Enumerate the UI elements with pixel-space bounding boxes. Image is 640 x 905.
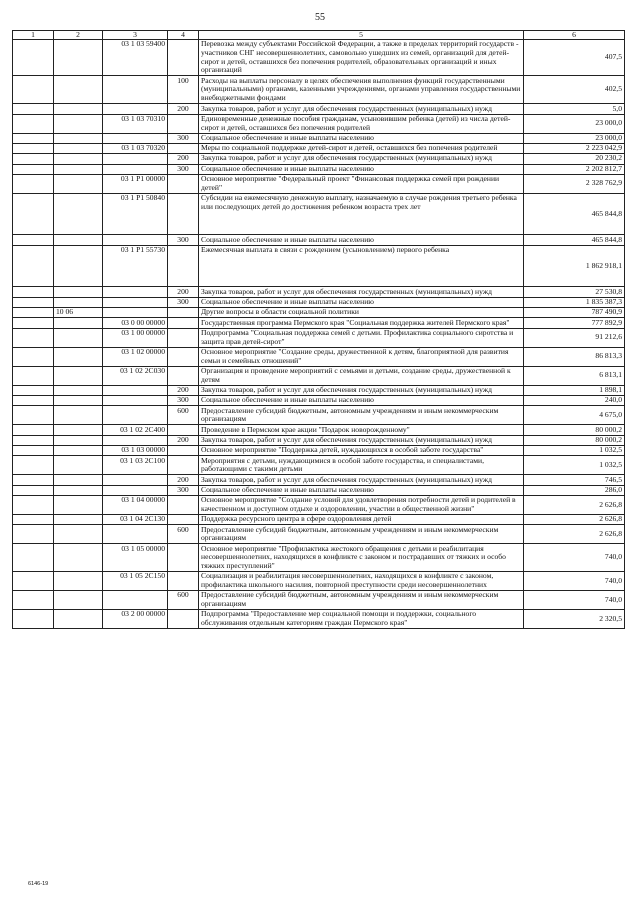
amount-cell: 2 626,8 [524,495,625,514]
subsection-cell [54,40,103,76]
section-cell [13,193,54,235]
description-cell: Предоставление субсидий бюджетным, автономным учреждениям и иным некоммерческим организациям [199,525,524,544]
amount-cell: 20 230,2 [524,154,625,164]
section-cell [13,572,54,591]
target-article-cell: 03 1 03 00000 [103,445,168,455]
amount-cell: 86 813,3 [524,347,625,366]
expense-type-cell: 100 [168,76,199,104]
description-cell: Закупка товаров, работ и услуг для обеспечения государственных (муниципальных) нужд [199,154,524,164]
amount-cell: 6 813,1 [524,366,625,385]
expense-type-cell [168,143,199,153]
expense-type-cell: 300 [168,133,199,143]
section-cell [13,525,54,544]
table-row [13,495,625,514]
table-row [13,114,625,133]
description-cell: Подпрограмма "Социальная поддержка семей с детьми. Профилактика социального сиротства и защита прав детей-сирот" [199,328,524,347]
target-article-cell [103,154,168,164]
subsection-cell [54,193,103,235]
expense-type-cell [168,174,199,193]
description-cell: Предоставление субсидий бюджетным, автономным учреждениям и иным некоммерческим организациям [199,406,524,425]
subsection-cell [54,544,103,572]
expense-type-cell [168,347,199,366]
section-cell [13,347,54,366]
subsection-cell [54,610,103,629]
description-cell: Социализация и реабилитация несовершеннолетних, находящихся в конфликте с законом, профилактика школьного насилия, повторной преступности среди несовершеннолетних [199,572,524,591]
expense-type-cell: 600 [168,591,199,610]
target-article-cell [103,164,168,174]
description-cell: Государственная программа Пермского края "Социальная поддержка жителей Пермского края" [199,318,524,328]
section-cell [13,307,54,317]
description-cell: Закупка товаров, работ и услуг для обеспечения государственных (муниципальных) нужд [199,104,524,114]
amount-cell: 23 000,0 [524,133,625,143]
expense-type-cell: 200 [168,154,199,164]
section-cell [13,235,54,245]
amount-cell: 402,5 [524,76,625,104]
expense-type-cell [168,514,199,524]
section-cell [13,114,54,133]
table-row [13,164,625,174]
subsection-cell [54,245,103,287]
page-number: 55 [315,12,325,23]
section-cell [13,40,54,76]
target-article-cell: 03 2 00 00000 [103,610,168,629]
subsection-cell [54,456,103,475]
expense-type-cell: 200 [168,475,199,485]
section-cell [13,514,54,524]
subsection-cell [54,435,103,445]
expense-type-cell: 300 [168,297,199,307]
subsection-cell [54,114,103,133]
amount-cell: 286,0 [524,485,625,495]
subsection-cell [54,495,103,514]
table-row [13,143,625,153]
amount-cell: 2 626,8 [524,514,625,524]
description-cell: Предоставление субсидий бюджетным, автономным учреждениям и иным некоммерческим организациям [199,591,524,610]
description-cell: Расходы на выплаты персоналу в целях обеспечения выполнения функций государственными (муниципальными) органами, казенными учреждениями, органами управления государственными внебюджетными фондами [199,76,524,104]
target-article-cell [103,104,168,114]
section-cell [13,245,54,287]
expense-type-cell: 300 [168,485,199,495]
column-header: 1 [13,31,54,40]
table-row [13,514,625,524]
expense-type-cell: 300 [168,396,199,406]
subsection-cell [54,396,103,406]
table-row [13,525,625,544]
amount-cell: 407,5 [524,40,625,76]
description-cell: Закупка товаров, работ и услуг для обеспечения государственных (муниципальных) нужд [199,475,524,485]
target-article-cell: 03 1 P1 50840 [103,193,168,235]
subsection-cell [54,154,103,164]
target-article-cell: 03 1 05 2C150 [103,572,168,591]
section-cell [13,154,54,164]
description-cell: Организация и проведение мероприятий с семьями и детьми, создание среды, дружественной к детям [199,366,524,385]
column-header: 5 [199,31,524,40]
section-cell [13,610,54,629]
amount-cell: 1 835 387,3 [524,297,625,307]
target-article-cell: 03 1 02 00000 [103,347,168,366]
section-cell [13,174,54,193]
expense-type-cell [168,456,199,475]
table-row [13,174,625,193]
section-cell [13,495,54,514]
subsection-cell [54,475,103,485]
subsection-cell [54,164,103,174]
expense-type-cell [168,193,199,235]
section-cell [13,287,54,297]
expense-type-cell [168,318,199,328]
description-cell: Закупка товаров, работ и услуг для обеспечения государственных (муниципальных) нужд [199,435,524,445]
table-row [13,385,625,395]
subsection-cell [54,425,103,435]
footer-code: 6146-19 [28,881,49,887]
description-cell: Социальное обеспечение и иные выплаты населению [199,235,524,245]
amount-cell: 2 202 812,7 [524,164,625,174]
description-cell: Социальное обеспечение и иные выплаты населению [199,297,524,307]
subsection-cell [54,591,103,610]
expense-type-cell [168,245,199,287]
amount-cell: 80 000,2 [524,435,625,445]
expense-type-cell [168,544,199,572]
description-cell: Перевозка между субъектами Российской Федерации, а также в пределах территорий государств - участников СНГ несовершеннолетних, самовольно ушедших из семей, организаций для детей-сирот и детей, оставшихся без попечения родителей, образовательных организаций и иных организаций [199,40,524,76]
table-row [13,485,625,495]
subsection-cell [54,287,103,297]
column-header: 6 [524,31,625,40]
amount-cell: 787 490,9 [524,307,625,317]
target-article-cell [103,76,168,104]
amount-cell: 1 898,1 [524,385,625,395]
subsection-cell [54,514,103,524]
description-cell: Закупка товаров, работ и услуг для обеспечения государственных (муниципальных) нужд [199,287,524,297]
column-header: 2 [54,31,103,40]
amount-cell: 1 032,5 [524,456,625,475]
section-cell [13,591,54,610]
target-article-cell [103,385,168,395]
amount-cell: 27 530,8 [524,287,625,297]
table-row [13,287,625,297]
section-cell [13,133,54,143]
expense-type-cell [168,328,199,347]
amount-cell: 740,0 [524,591,625,610]
table-row [13,104,625,114]
target-article-cell: 03 1 05 00000 [103,544,168,572]
table-row [13,406,625,425]
section-cell [13,76,54,104]
column-header: 4 [168,31,199,40]
description-cell: Основное мероприятие "Создание условий для удовлетворения потребности детей и родителей в качественном и доступном отдыхе и оздоровлении, участии в общественной жизни" [199,495,524,514]
table-row [13,328,625,347]
description-cell: Основное мероприятие "Федеральный проект "Финансовая поддержка семей при рождении детей" [199,174,524,193]
subsection-cell [54,235,103,245]
expense-type-cell [168,425,199,435]
description-cell: Поддержка ресурсного центра в сфере оздоровления детей [199,514,524,524]
expense-type-cell [168,114,199,133]
description-cell: Социальное обеспечение и иные выплаты населению [199,164,524,174]
table-row [13,475,625,485]
target-article-cell: 03 1 03 70320 [103,143,168,153]
amount-cell: 2 328 762,9 [524,174,625,193]
target-article-cell: 03 1 04 2C130 [103,514,168,524]
table-row [13,366,625,385]
table-row [13,347,625,366]
expense-type-cell [168,445,199,455]
amount-cell: 1 032,5 [524,445,625,455]
subsection-cell [54,366,103,385]
description-cell: Подпрограмма "Предоставление мер социальной помощи и поддержки, социального обслуживания отдельным категориям граждан Пермского края" [199,610,524,629]
section-cell [13,385,54,395]
description-cell: Проведение в Пермском крае акции "Подарок новорожденному" [199,425,524,435]
section-cell [13,475,54,485]
table-row [13,193,625,235]
table-row [13,297,625,307]
amount-cell: 777 892,9 [524,318,625,328]
target-article-cell [103,307,168,317]
amount-cell: 465 844,8 [524,193,625,235]
table-row [13,456,625,475]
target-article-cell [103,525,168,544]
subsection-cell [54,572,103,591]
expense-type-cell [168,40,199,76]
target-article-cell [103,396,168,406]
section-cell [13,544,54,572]
expense-type-cell: 200 [168,287,199,297]
description-cell: Субсидии на ежемесячную денежную выплату, назначаемую в случае рождения третьего ребенка или последующих детей до достижения ребенком возраста трех лет [199,193,524,235]
amount-cell: 80 000,2 [524,425,625,435]
amount-cell: 740,0 [524,544,625,572]
description-cell: Другие вопросы в области социальной политики [199,307,524,317]
table-row [13,76,625,104]
amount-cell: 465 844,8 [524,235,625,245]
expense-type-cell [168,366,199,385]
subsection-cell [54,328,103,347]
section-cell [13,435,54,445]
section-cell [13,143,54,153]
section-cell [13,366,54,385]
table-row [13,396,625,406]
expense-type-cell [168,307,199,317]
target-article-cell: 03 0 00 00000 [103,318,168,328]
description-cell: Закупка товаров, работ и услуг для обеспечения государственных (муниципальных) нужд [199,385,524,395]
table-row [13,591,625,610]
amount-cell: 2 320,5 [524,610,625,629]
expense-type-cell: 300 [168,164,199,174]
subsection-cell [54,318,103,328]
target-article-cell [103,475,168,485]
section-cell [13,164,54,174]
target-article-cell: 03 1 02 2C400 [103,425,168,435]
description-cell: Основное мероприятие "Создание среды, дружественной к детям, благоприятной для развития семьи и семейных отношений" [199,347,524,366]
amount-cell: 240,0 [524,396,625,406]
subsection-cell [54,143,103,153]
table-row [13,40,625,76]
target-article-cell [103,297,168,307]
target-article-cell: 03 1 04 00000 [103,495,168,514]
target-article-cell [103,287,168,297]
amount-cell: 2 223 042,9 [524,143,625,153]
table-row [13,154,625,164]
expense-type-cell: 200 [168,385,199,395]
description-cell: Социальное обеспечение и иные выплаты населению [199,396,524,406]
subsection-cell [54,297,103,307]
expense-type-cell: 200 [168,104,199,114]
target-article-cell: 03 1 00 00000 [103,328,168,347]
amount-cell: 746,5 [524,475,625,485]
amount-cell: 23 000,0 [524,114,625,133]
subsection-cell [54,104,103,114]
amount-cell: 91 212,6 [524,328,625,347]
amount-cell: 1 862 918,1 [524,245,625,287]
description-cell: Основное мероприятие "Поддержка детей, нуждающихся в особой заботе государства" [199,445,524,455]
expense-type-cell: 600 [168,406,199,425]
expense-type-cell: 300 [168,235,199,245]
section-cell [13,406,54,425]
target-article-cell: 03 1 03 70310 [103,114,168,133]
section-cell [13,445,54,455]
subsection-cell [54,385,103,395]
subsection-cell [54,174,103,193]
amount-cell: 740,0 [524,572,625,591]
description-cell: Единовременные денежные пособия гражданам, усыновившим ребенка (детей) из числа детей-сирот и детей, оставшихся без попечения родителей [199,114,524,133]
expense-type-cell [168,495,199,514]
target-article-cell [103,406,168,425]
subsection-cell [54,76,103,104]
table-row [13,235,625,245]
description-cell: Основное мероприятие "Профилактика жестокого обращения с детьми и реабилитация несовершеннолетних, находящихся в конфликте с законом и пострадавших от тяжких и особо тяжких преступлений" [199,544,524,572]
table-row [13,133,625,143]
description-cell: Мероприятия с детьми, нуждающимися в особой заботе государства, и специалистами, работающими с такими детьми [199,456,524,475]
table-row [13,307,625,317]
target-article-cell [103,133,168,143]
table-row [13,572,625,591]
description-cell: Меры по социальной поддержке детей-сирот и детей, оставшихся без попечения родителей [199,143,524,153]
column-header: 3 [103,31,168,40]
target-article-cell [103,235,168,245]
amount-cell: 2 626,8 [524,525,625,544]
table-row [13,245,625,287]
target-article-cell: 03 1 03 59400 [103,40,168,76]
target-article-cell: 03 1 P1 00000 [103,174,168,193]
target-article-cell: 03 1 02 2C030 [103,366,168,385]
target-article-cell [103,485,168,495]
subsection-cell [54,485,103,495]
section-cell [13,104,54,114]
expense-type-cell: 200 [168,435,199,445]
section-cell [13,456,54,475]
section-cell [13,318,54,328]
section-cell [13,396,54,406]
table-row [13,445,625,455]
table-row [13,435,625,445]
amount-cell: 5,0 [524,104,625,114]
table-row [13,610,625,629]
section-cell [13,297,54,307]
subsection-cell [54,133,103,143]
target-article-cell: 03 1 03 2C100 [103,456,168,475]
expense-type-cell [168,610,199,629]
description-cell: Ежемесячная выплата в связи с рождением (усыновлением) первого ребенка [199,245,524,287]
column-header-row [13,31,625,40]
amount-cell: 4 675,0 [524,406,625,425]
expense-type-cell [168,572,199,591]
table-row [13,318,625,328]
subsection-cell [54,347,103,366]
table-row [13,544,625,572]
description-cell: Социальное обеспечение и иные выплаты населению [199,485,524,495]
target-article-cell [103,435,168,445]
table-row [13,425,625,435]
expense-type-cell: 600 [168,525,199,544]
section-cell [13,425,54,435]
subsection-cell: 10 06 [54,307,103,317]
budget-table [12,30,625,629]
description-cell: Социальное обеспечение и иные выплаты населению [199,133,524,143]
section-cell [13,485,54,495]
subsection-cell [54,525,103,544]
target-article-cell: 03 1 P1 55730 [103,245,168,287]
section-cell [13,328,54,347]
subsection-cell [54,445,103,455]
target-article-cell [103,591,168,610]
subsection-cell [54,406,103,425]
